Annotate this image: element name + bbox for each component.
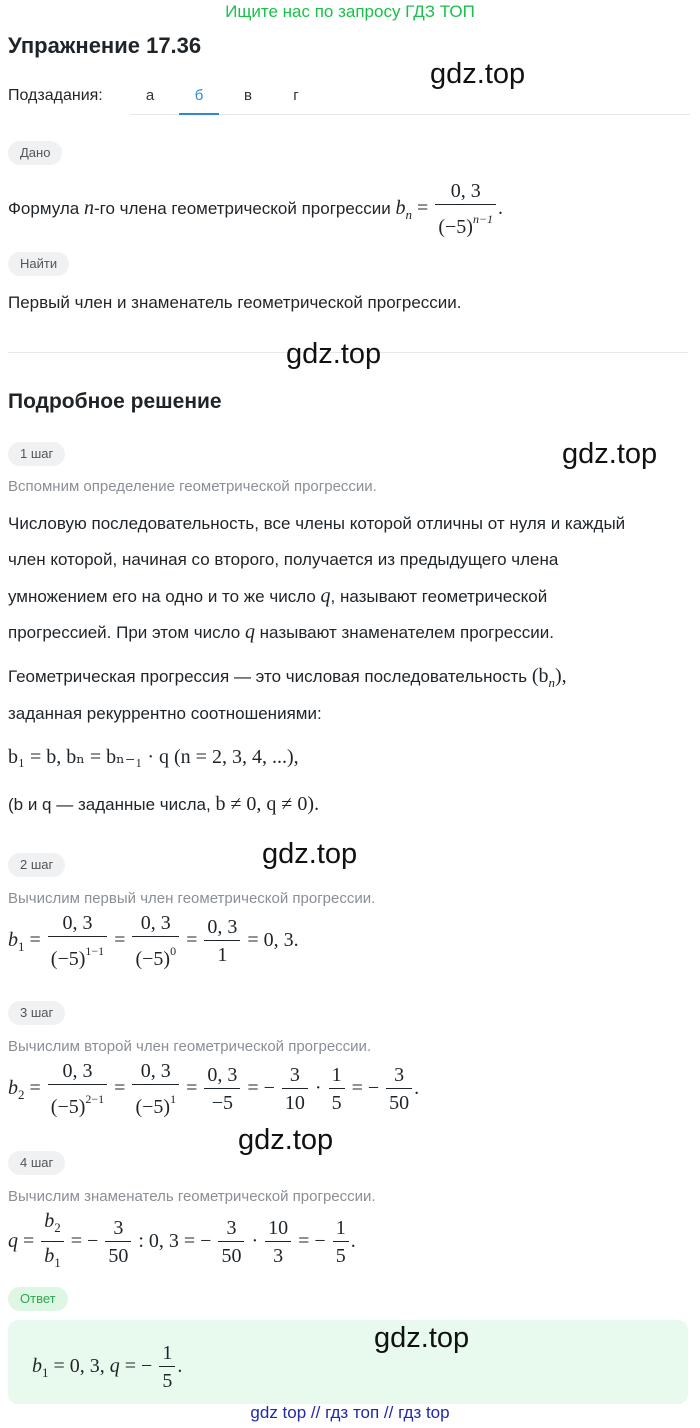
given-pill: Дано [8, 141, 62, 165]
watermark: gdz.top [430, 58, 526, 90]
solution-heading: Подробное решение [8, 390, 222, 413]
watermark: gdz.top [238, 1124, 334, 1156]
watermark: gdz.top [262, 838, 358, 870]
step1-recurrence: b₁ = b, bₙ = bₙ₋₁ · q (n = 2, 3, 4, ...), [8, 746, 299, 768]
find-pill: Найти [8, 252, 69, 276]
step3-hint: Вычислим второй член геометрической прогрессии. [8, 1038, 372, 1055]
step4-formula: q = $\frac{b_2}{b_1}$ = − $\frac{3}{50}$ : 0, 3 = − $\frac{3}{50}$ · $\frac{10}{3}$ = − $\frac{1}{5}$ . [8, 1208, 356, 1277]
step3-formula: $b_2$ = $\frac{0, 3}{(-5)^{2-1}}$ = $\frac{0, 3}{(-5)^1}$ = $\frac{0, 3}{-5}$ = − $\frac{3}{10}$ · $\frac{1}{5}$ = − $\frac{3}{50}$ . [8, 1058, 419, 1121]
subtask-tab-v[interactable]: в [244, 87, 252, 104]
watermark: gdz.top [374, 1322, 470, 1354]
step2-formula: $b_1$ = $\frac{0, 3}{(-5)^{1-1}}$ = $\frac{0, 3}{(-5)^0}$ = $\frac{0, 3}{1}$ = 0, 3. [8, 910, 299, 973]
subtask-tab-a[interactable]: а [145, 87, 155, 104]
step1-line4: прогрессией. При этом число q называют знаменателем прогрессии. [8, 621, 554, 643]
watermark: gdz.top [562, 438, 658, 470]
step1-line6: заданная рекуррентно соотношениями: [8, 704, 322, 723]
step1-line3: умножением его на одно и то же число q, называют геометрической [8, 585, 548, 607]
subtask-tab-b[interactable]: б [179, 78, 219, 115]
step1-line5: Геометрическая прогрессия — это числовая последовательность $(b_n)$, [8, 665, 567, 690]
subtasks-label: Подзадания: [8, 87, 103, 104]
step1-condition: (b и q — заданные числа, b ≠ 0, q ≠ 0). [8, 793, 320, 815]
step1-pill: 1 шаг [8, 442, 65, 466]
watermark: gdz.top [286, 338, 382, 370]
answer-formula: $b_1 = 0$, 3, q = − $\frac{1}{5}$ . [32, 1340, 182, 1395]
page-title: Упражнение 17.36 [8, 33, 202, 58]
subtasks-tabbar [130, 78, 690, 115]
step2-hint: Вычислим первый член геометрической прогрессии. [8, 890, 376, 907]
given-text: Формула n-го члена геометрической прогрессии $b_n$ = $\frac{0, 3}{(-5)^{n-1}}$ . [8, 178, 503, 241]
step2-pill: 2 шаг [8, 853, 65, 877]
step4-pill: 4 шаг [8, 1151, 65, 1175]
footer-links[interactable]: gdz top // гдз топ // гдз top [250, 1403, 450, 1422]
answer-pill: Ответ [8, 1287, 68, 1311]
step4-hint: Вычислим знаменатель геометрической прогрессии. [8, 1188, 376, 1205]
step1-line2: член которой, начиная со второго, получается из предыдущего члена [8, 550, 559, 569]
find-text: Первый член и знаменатель геометрической прогрессии. [8, 293, 462, 312]
subtask-tab-g[interactable]: г [293, 87, 299, 104]
step1-line1: Числовую последовательность, все члены которой отличны от нуля и каждый [8, 514, 626, 533]
step1-hint: Вспомним определение геометрической прогрессии. [8, 478, 377, 495]
given-formula: $b_n$ = $\frac{0, 3}{(-5)^{n-1}}$ . [396, 197, 504, 219]
step3-pill: 3 шаг [8, 1001, 65, 1025]
top-banner[interactable]: Ищите нас по запросу ГДЗ ТОП [225, 2, 475, 21]
